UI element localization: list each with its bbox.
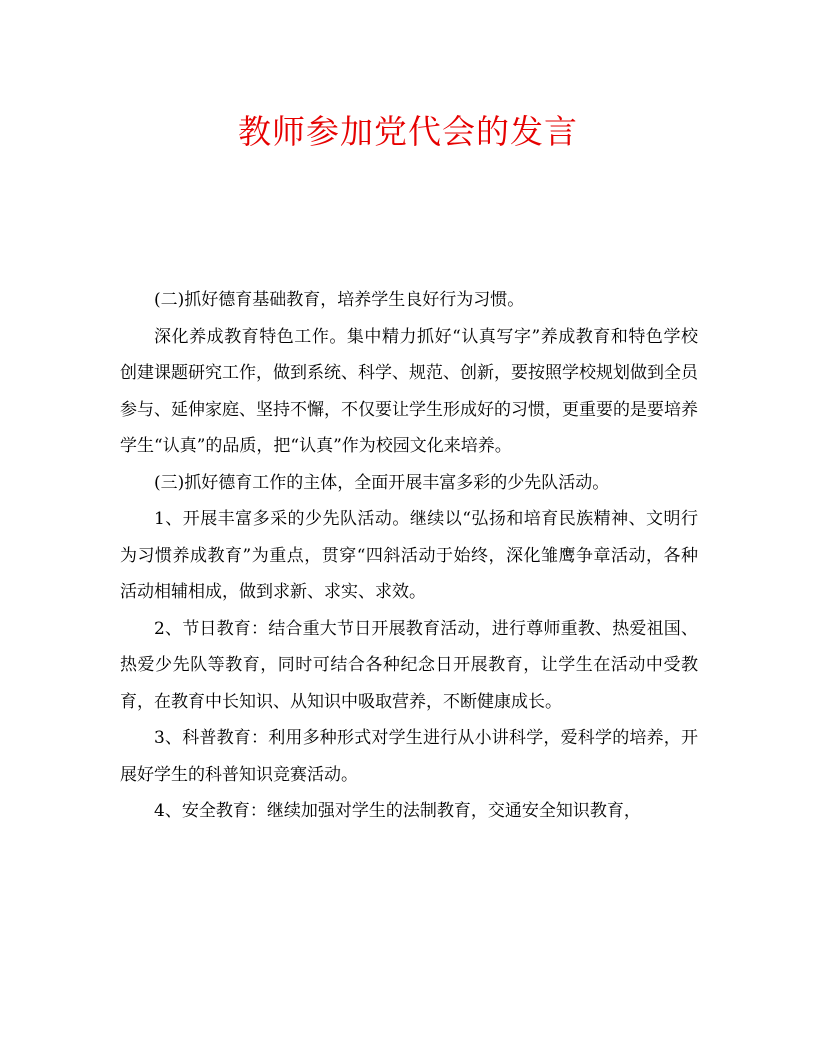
paragraph: 3、科普教育：利用多种形式对学生进行从小讲科学，爱科学的培养，开展好学生的科普知识竞赛活动。	[120, 728, 698, 785]
paragraph: (三)抓好德育工作的主体，全面开展丰富多彩的少先队活动。	[154, 472, 610, 493]
document-title: 教师参加党代会的发言	[238, 112, 578, 151]
paragraph: 4、安全教育：继续加强对学生的法制教育，交通安全知识教育，	[154, 801, 641, 821]
paragraph: 深化养成教育特色工作。集中精力抓好“认真写字”养成教育和特色学校创建课题研究工作，做到系统、科学、规范、创新，要按照学校规划做到全员参与、延伸家庭、坚持不懈，不仅要让学生形成好的习惯，更重要的是要培养学生“认真”的品质，把“认真”作为校园文化来培养。	[120, 326, 698, 456]
paragraph: 2、节日教育：结合重大节日开展教育活动，进行尊师重教、热爱祖国、热爱少先队等教育，同时可结合各种纪念日开展教育，让学生在活动中受教育，在教育中长知识、从知识中吸取营养，不断健康成长。	[120, 618, 698, 712]
paragraph: (二)抓好德育基础教育，培养学生良好行为习惯。	[154, 290, 525, 310]
paragraph: 1、开展丰富多采的少先队活动。继续以“弘扬和培育民族精神、文明行为习惯养成教育”为重点，贯穿“四斜活动于始终，深化雏鹰争章活动，各种活动相辅相成，做到求新、求实、求效。	[120, 509, 698, 602]
document-body	[120, 282, 698, 830]
